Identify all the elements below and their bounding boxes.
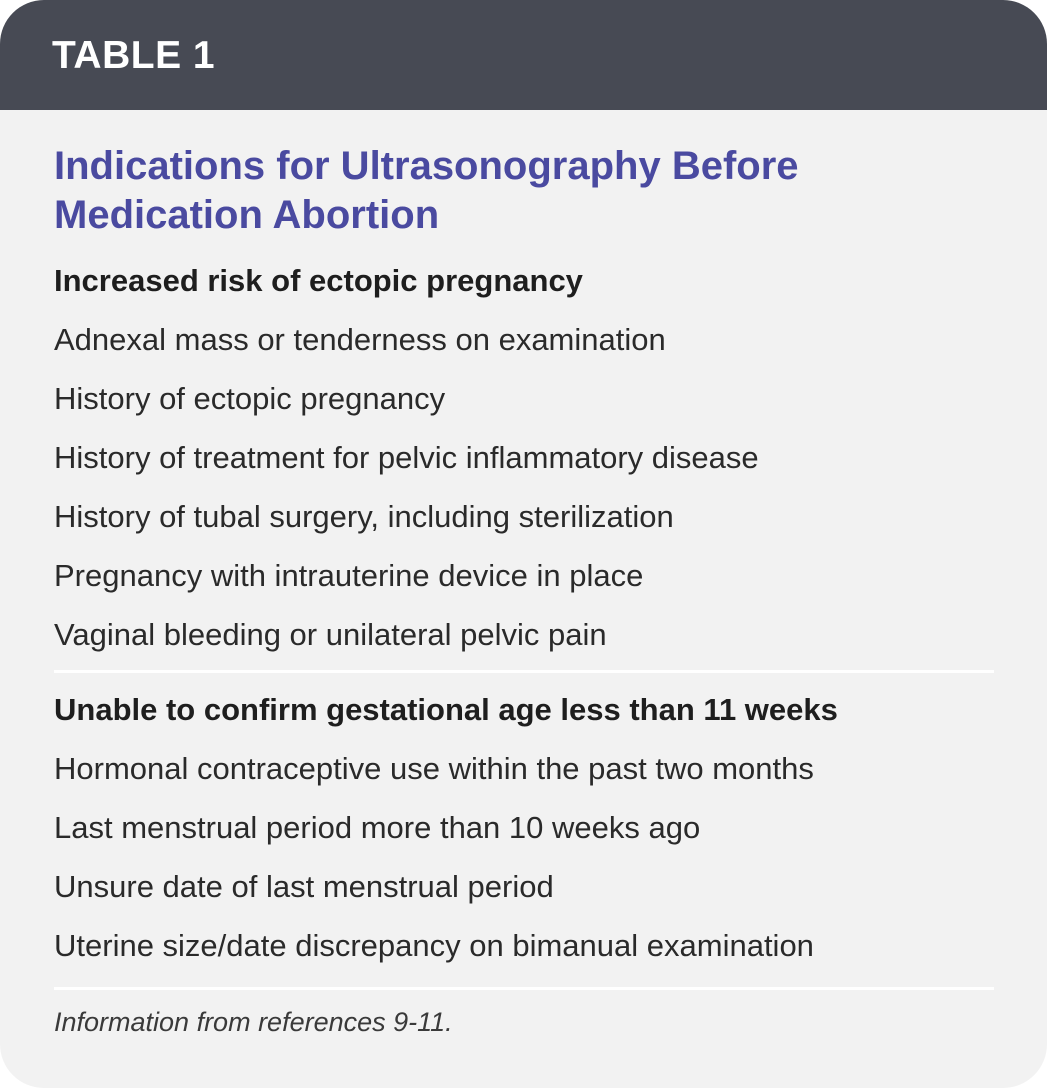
table-content [0,110,1047,1040]
list-item: Last menstrual period more than 10 weeks ago [54,810,701,845]
footnote-divider [54,987,994,990]
footnote: Information from references 9-11. [54,1007,453,1037]
section-gestational-age [54,681,995,975]
list-item: History of ectopic pregnancy [54,381,446,416]
list-item: Uterine size/date discrepancy on bimanual examination [54,928,814,963]
table-title: Indications for Ultrasonography Before Medication Abortion [54,144,799,237]
list-item: History of tubal surgery, including sterilization [54,499,674,534]
section-ectopic-risk [54,252,995,664]
list-item: Adnexal mass or tenderness on examination [54,322,666,357]
list-item: Unsure date of last menstrual period [54,869,554,904]
section-divider [54,670,994,673]
list-item: Hormonal contraceptive use within the past two months [54,751,814,786]
table-header-bar [0,0,1047,110]
list-item: Vaginal bleeding or unilateral pelvic pain [54,617,607,652]
table-label: TABLE 1 [52,33,216,77]
section-heading: Increased risk of ectopic pregnancy [54,263,583,298]
list-item: History of treatment for pelvic inflammatory disease [54,440,759,475]
list-item: Pregnancy with intrauterine device in place [54,558,644,593]
section-heading: Unable to confirm gestational age less than 11 weeks [54,692,838,727]
